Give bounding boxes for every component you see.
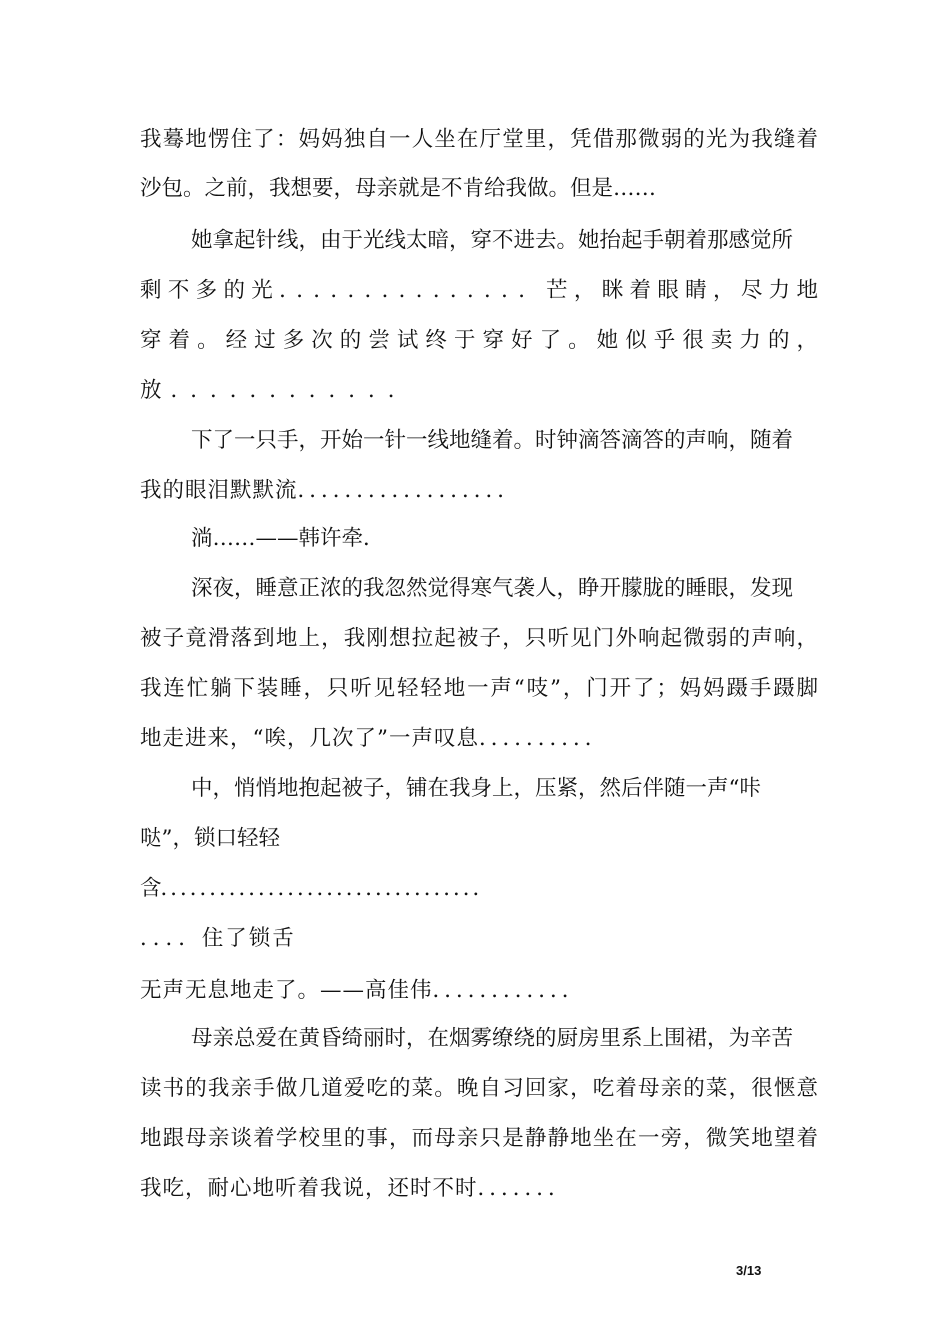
text-line-10: 深夜，睡意正浓的我忽然觉得寒气袭人，睁开朦胧的睡眼，发现 [191, 576, 794, 601]
text-line-21: 地跟母亲谈着学校里的事，而母亲只是静静地坐在一旁，微笑地望着 [140, 1126, 818, 1151]
text-line-17: ．．．．住了锁舌 [140, 926, 296, 951]
page-number: 3/13 [736, 1263, 762, 1278]
text-line-19: 母亲总爱在黄昏绮丽时，在烟雾缭绕的厨房里系上围裙，为辛苦 [191, 1026, 794, 1051]
text-line-4: 剩不多的光．．．．．．．．．．．．．．．芒，眯着眼睛，尽力地 [140, 278, 818, 303]
text-line-9: 淌……——韩许牵． [191, 526, 385, 551]
text-line-3: 她拿起针线，由于光线太暗，穿不进去。她抬起手朝着那感觉所 [191, 228, 794, 253]
text-line-6: 放．．．．．．．．．．．． [140, 378, 419, 403]
text-line-16: 含．．．．．．．．．．．．．．．．．．．．．．．．．．．．．．．．． [140, 876, 494, 901]
text-line-15: 哒”，锁口轻轻 [140, 826, 280, 851]
text-line-8: 我的眼泪默默流．．．．．．．．．．．．．．．．．． [140, 478, 520, 503]
text-line-22: 我吃，耐心地听着我说，还时不时．．．．．．． [140, 1176, 571, 1201]
text-line-18: 无声无息地走了。——高佳伟．．．．．．．．．．．． [140, 978, 585, 1003]
text-line-20: 读书的我亲手做几道爱吃的菜。晚自习回家，吃着母亲的菜，很惬意 [140, 1076, 818, 1101]
text-line-13: 地走进来，“唉，几次了”一声叹息．．．．．．．．．． [140, 726, 608, 751]
text-line-7: 下了一只手，开始一针一线地缝着。时钟滴答滴答的声响，随着 [191, 428, 794, 453]
text-line-12: 我连忙躺下装睡，只听见轻轻地一声“吱”，门开了；妈妈蹑手蹑脚 [140, 676, 818, 701]
text-line-11: 被子竟滑落到地上，我刚想拉起被子，只听见门外响起微弱的声响， [140, 626, 818, 651]
text-line-14: 中，悄悄地抱起被子，铺在我身上，压紧，然后伴随一声“咔 [191, 776, 761, 801]
text-line-1: 我蓦地愣住了：妈妈独自一人坐在厅堂里，凭借那微弱的光为我缝着 [140, 127, 818, 152]
text-line-5: 穿着。经过多次的尝试终于穿好了。她似乎很卖力的， [140, 328, 818, 353]
text-line-2: 沙包。之前，我想要，母亲就是不肯给我做。但是…… [140, 176, 657, 201]
